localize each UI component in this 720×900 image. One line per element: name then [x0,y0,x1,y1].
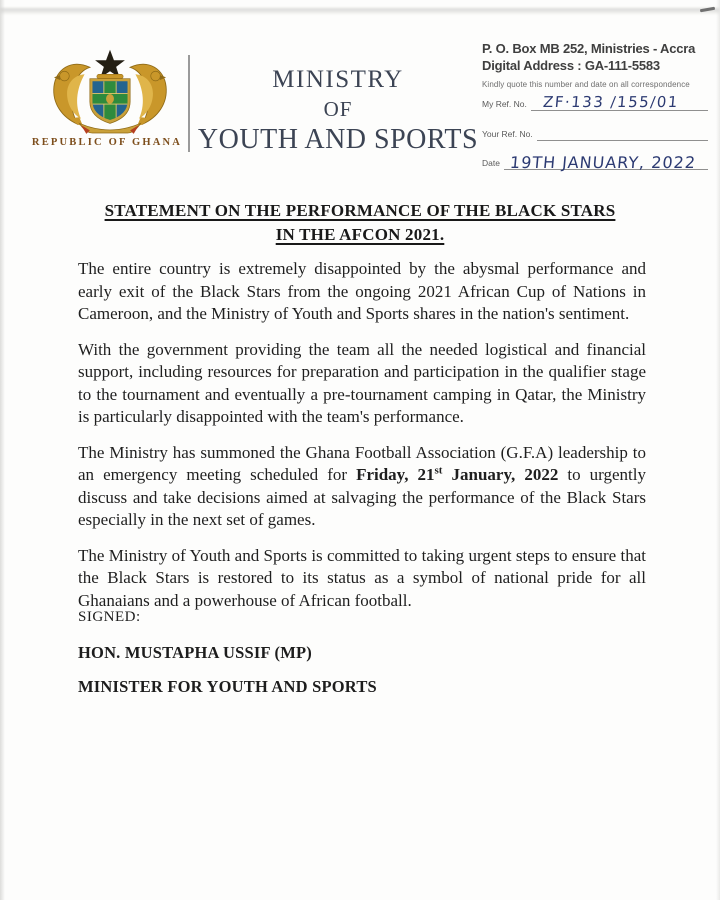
my-ref-handwritten-value: ZF·133 /155/01 [542,93,680,111]
signed-label: SIGNED: [78,609,141,625]
my-ref-underline [531,92,708,111]
eagle-left [54,64,90,126]
scan-artifact-left-edge [0,0,5,900]
address-block [482,40,708,170]
paragraph-3-post: to urgently discuss and take decisions aimed at salvaging the performance of the Black Stars especially in the next set of games. [78,465,646,529]
date-label: Date [482,158,500,168]
signatory-role: MINISTER FOR YOUTH AND SPORTS [78,677,377,696]
your-ref-underline [537,122,708,141]
date-handwritten-value: 19TH JANUARY, 2022 [509,153,697,172]
date-row [482,149,708,170]
paragraph-3-pre: The Ministry has summoned the Ghana Football Association (G.F.A) leadership to an emergency meeting scheduled for [78,442,646,484]
meeting-date-bold [356,465,558,484]
meeting-date-ordinal: st [434,464,443,477]
po-box-line: P. O. Box MB 252, Ministries - Accra [482,41,696,56]
coat-of-arms-graphic [40,48,180,140]
scan-artifact-right-edge [716,0,720,900]
letterhead-divider [188,55,190,152]
your-ref-label: Your Ref. No. [482,129,533,139]
ministry-title-line3: YOUTH AND SPORTS [197,124,479,155]
statement-title-line2: IN THE AFCON 2021. [275,224,445,244]
meeting-date-part1: Friday, 21 [356,465,435,484]
paragraph-2: With the government providing the team all the needed logistical and financial support, including resources for preparation and participation in the qualifier stage to the tournament and eventually a pre-tournament camping in Qatar, the Ministry is particularly disappointed with the team's performance. [78,339,646,426]
my-ref-row [482,92,708,111]
signature-block [78,609,377,697]
my-ref-label: My Ref. No. [482,99,527,109]
statement-body [78,258,646,625]
paragraph-3 [78,442,646,532]
republic-of-ghana-label: REPUBLIC OF GHANA [31,137,183,148]
digital-address-line: Digital Address : GA-111-5583 [482,58,660,73]
paragraph-1: The entire country is extremely disappointed by the abysmal performance and early exit of the Black Stars from the ongoing 2021 African Cup of Nations in Cameroon, and the Ministry of Youth and Sports shares in the nation's sentiment. [78,259,646,323]
your-ref-row [482,122,708,141]
black-star [95,50,125,78]
ministry-title-line1: MINISTRY [272,66,404,93]
paragraph-4: The Ministry of Youth and Sports is committed to taking urgent steps to ensure that the Black Stars is restored to its status as a symbol of national pride for all Ghanaians and a powerhouse of African football. [78,545,646,610]
ministry-title-block [192,66,484,155]
eagle-right [130,64,166,126]
quote-note: Kindly quote this number and date on all correspondence [482,80,690,89]
date-underline [504,149,708,170]
statement-title-line1: STATEMENT ON THE PERFORMANCE OF THE BLACK STARS [104,201,616,220]
ghana-coat-of-arms-icon [40,48,180,140]
meeting-date-part2: January, 2022 [442,465,559,484]
scan-artifact-top-band [0,8,720,14]
signatory-name: HON. MUSTAPHA USSIF (MP) [78,643,312,662]
statement-title [0,199,720,246]
ministry-title-line2: OF [323,97,353,121]
